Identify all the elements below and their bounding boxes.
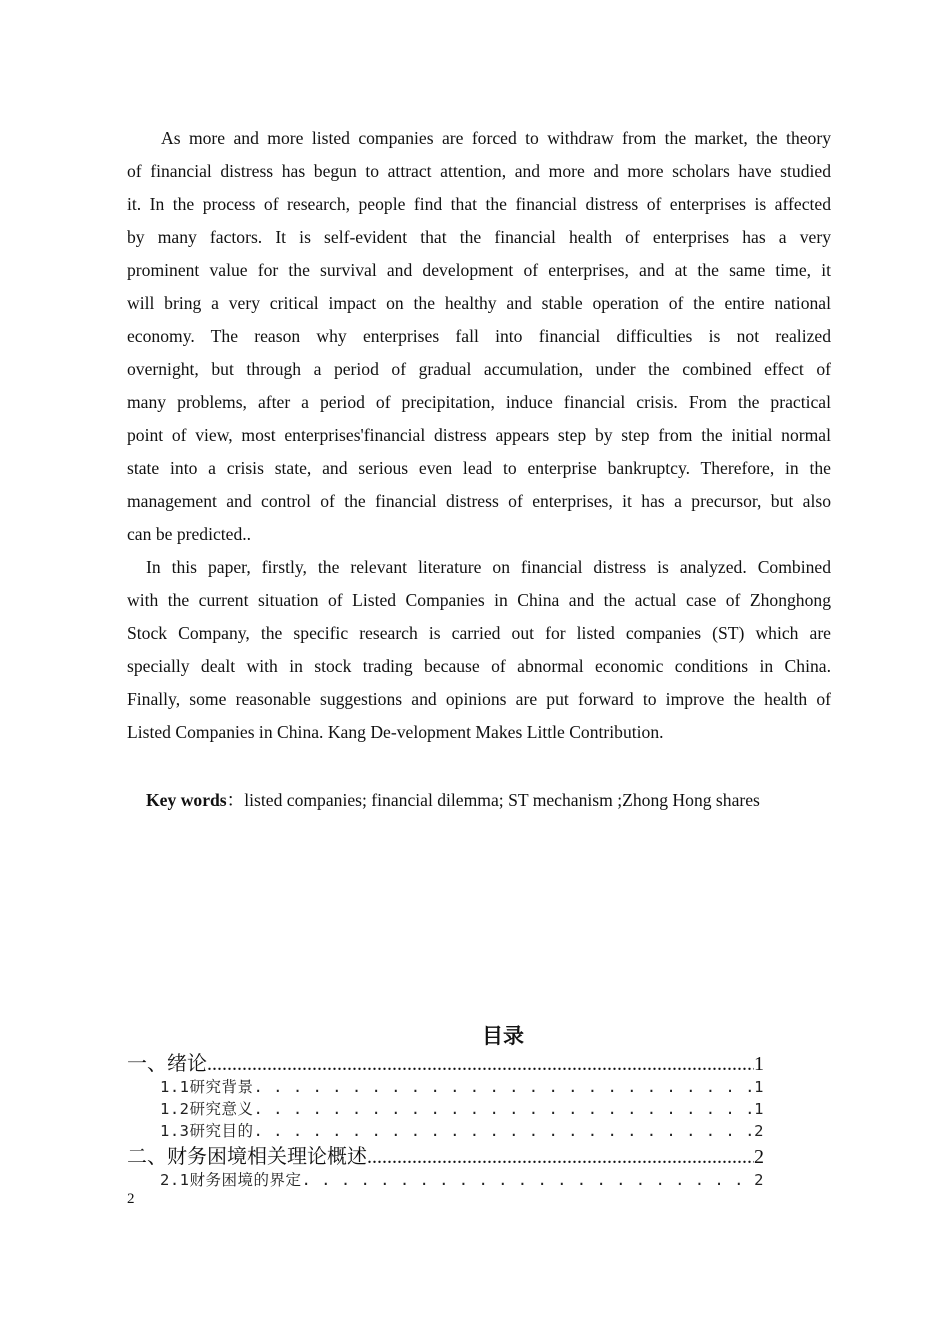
text-line: state into a crisis state, and serious even lead to enterprise bankruptcy. Therefore, in the (127, 458, 831, 478)
toc-entry-label: 1.3研究目的 (160, 1122, 254, 1140)
toc-leader (254, 1122, 755, 1140)
text-line: Listed Companies in China. Kang De-velopment Makes Little Contribution. (127, 722, 664, 742)
text-line: it. In the process of research, people find that the financial distress of enterprises is affected (127, 194, 831, 214)
text-line: of financial distress has begun to attract attention, and more and more scholars have studied (127, 161, 831, 181)
toc-leader (207, 1053, 754, 1073)
toc-entry-label: 1.1研究背景 (160, 1078, 254, 1096)
abstract-paragraph-2 (127, 551, 831, 749)
toc-entry[interactable] (160, 1168, 764, 1190)
abstract-paragraph-1 (127, 122, 831, 551)
text-line: specially dealt with in stock trading because of abnormal economic conditions in China. (127, 656, 831, 676)
toc-entry[interactable] (127, 1047, 764, 1073)
toc-entry-page: 1 (754, 1100, 764, 1118)
toc-leader (367, 1146, 754, 1166)
toc-entry-page: 2 (754, 1171, 764, 1189)
toc-entry-page: 1 (754, 1053, 764, 1073)
keywords-separator: ： (226, 790, 245, 810)
toc-entry-page: 1 (754, 1078, 764, 1096)
text-line: As more and more listed companies are forced to withdraw from the market, the theory (161, 128, 831, 148)
text-line: prominent value for the survival and development of enterprises, and at the same time, it (127, 260, 831, 280)
toc-entry-label: 一、绪论 (127, 1051, 207, 1073)
keywords-line (146, 784, 760, 817)
toc-entry[interactable] (160, 1119, 764, 1141)
toc-entry[interactable] (160, 1097, 764, 1119)
text-line: In this paper, firstly, the relevant literature on financial distress is analyzed. Combined (146, 557, 831, 577)
text-line: management and control of the financial distress of enterprises, it has a precursor, but also (127, 491, 831, 511)
text-line: Stock Company, the specific research is carried out for listed companies (ST) which are (127, 623, 831, 643)
toc-leader (302, 1171, 755, 1189)
text-line: economy. The reason why enterprises fall into financial difficulties is not realized (127, 326, 831, 346)
toc-entry-page: 2 (754, 1146, 764, 1166)
text-line: point of view, most enterprises'financial distress appears step by step from the initial normal (127, 425, 831, 445)
toc-entry-label: 2.1财务困境的界定 (160, 1171, 302, 1189)
text-line: with the current situation of Listed Companies in China and the actual case of Zhonghong (127, 590, 831, 610)
text-line: will bring a very critical impact on the healthy and stable operation of the entire national (127, 293, 831, 313)
text-line: by many factors. It is self-evident that the financial health of enterprises has a very (127, 227, 831, 247)
keywords-label: Key words (146, 790, 227, 810)
keywords-text: listed companies; financial dilemma; ST mechanism ;Zhong Hong shares (244, 790, 760, 810)
toc-entry-page: 2 (754, 1122, 764, 1140)
toc-entry[interactable] (127, 1140, 764, 1166)
page-number: 2 (127, 1191, 135, 1207)
toc-leader (254, 1078, 755, 1096)
text-line: overnight, but through a period of gradual accumulation, under the combined effect of (127, 359, 831, 379)
text-line: many problems, after a period of precipitation, induce financial crisis. From the practical (127, 392, 831, 412)
text-line: can be predicted.. (127, 524, 252, 544)
text-line: Finally, some reasonable suggestions and opinions are put forward to improve the health of (127, 689, 831, 709)
toc-leader (254, 1100, 755, 1118)
toc-entry-label: 二、财务困境相关理论概述 (127, 1144, 367, 1166)
toc-entry-label: 1.2研究意义 (160, 1100, 254, 1118)
toc-entry[interactable] (160, 1075, 764, 1097)
toc-title: 目录 (482, 1024, 524, 1048)
